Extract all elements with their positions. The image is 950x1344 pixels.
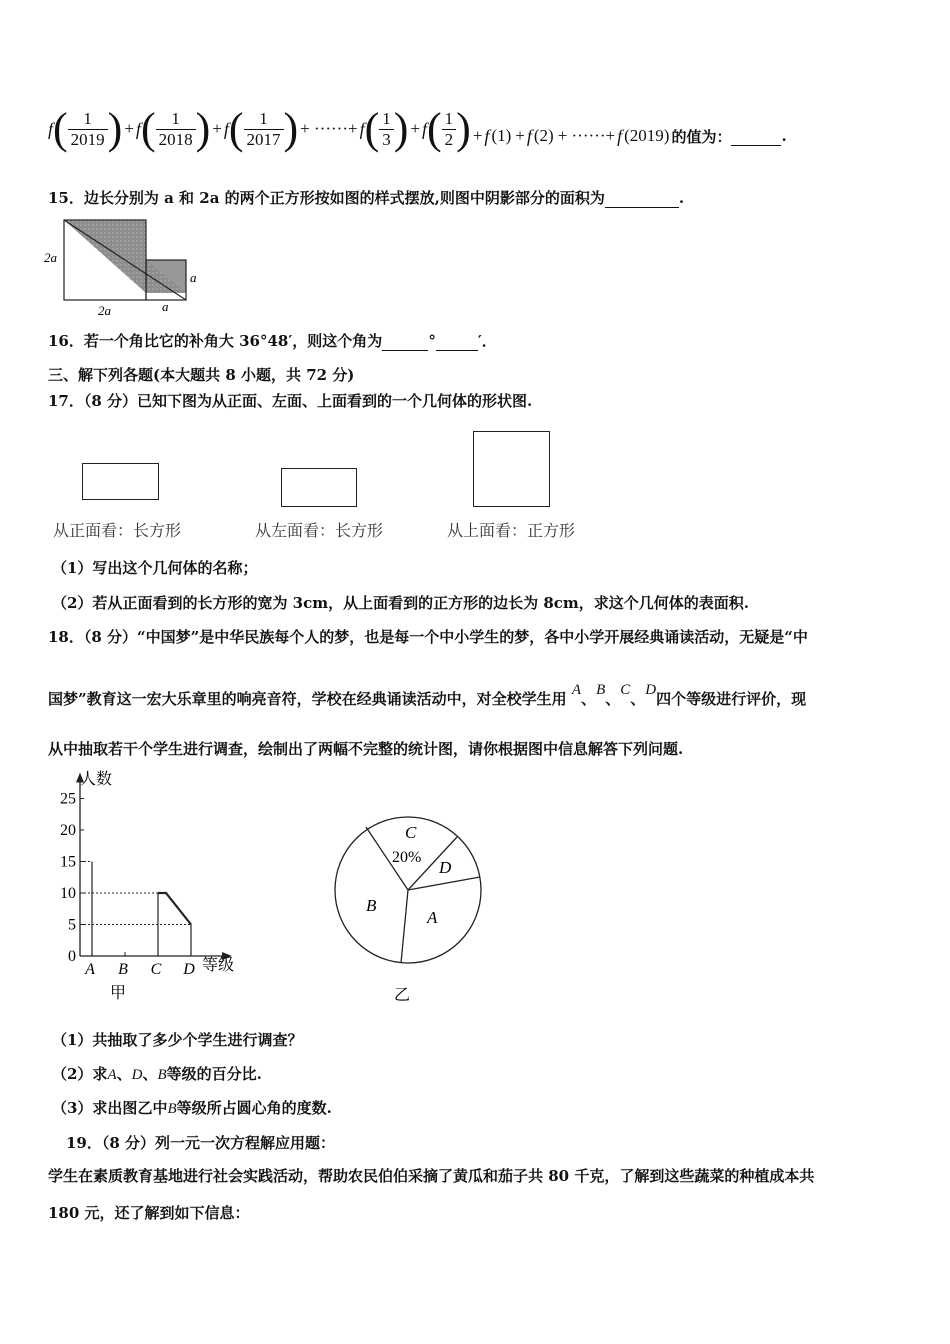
y-tick-label: 20 bbox=[60, 822, 76, 839]
grade-D: D bbox=[645, 682, 657, 698]
fraction: $\frac{1}{2019}$ bbox=[68, 109, 108, 150]
shaded-triangle-big bbox=[64, 220, 146, 293]
y-tick-label: 10 bbox=[60, 885, 76, 902]
q19-line2: 180 元，还了解到如下信息： bbox=[48, 1204, 250, 1222]
fraction: $\frac{1}{2017}$ bbox=[244, 109, 284, 150]
label-right: a bbox=[190, 270, 197, 285]
section-heading: 三、解下列各题(本大题共 8 小题，共 72 分) bbox=[48, 366, 355, 384]
q18-sub1: （1）共抽取了多少个学生进行调查？ bbox=[52, 1031, 303, 1049]
pie-label-b: B bbox=[366, 896, 377, 915]
chart-caption-jia: 甲 bbox=[110, 985, 127, 1002]
q15-squares-figure bbox=[40, 212, 210, 332]
chart-caption-yi: 乙 bbox=[394, 987, 411, 1004]
pie-label-a: A bbox=[427, 908, 438, 927]
line-chart-jia bbox=[40, 766, 260, 1006]
left-view-rect bbox=[281, 468, 357, 507]
q17-sub2: （2）若从正面看到的长方形的宽为 3cm，从上面看到的正方形的边长为 8cm，求这个几何体的表面积. bbox=[52, 594, 749, 612]
fraction: $\frac{1}{2018}$ bbox=[156, 109, 196, 150]
x-tick-label-a: A bbox=[85, 961, 95, 978]
q18-sub2: （2）求A、D、B等级的百分比. bbox=[52, 1065, 262, 1083]
label-bottom-right: a bbox=[162, 299, 169, 314]
label-bottom-left: 2a bbox=[98, 303, 111, 318]
x-tick-label-d: D bbox=[183, 961, 195, 978]
grade-A: A bbox=[571, 682, 582, 698]
answer-blank[interactable] bbox=[731, 126, 781, 146]
q16-text: 16．若一个角比它的补角大 36°48′，则这个角为 ° ′． bbox=[48, 332, 497, 350]
f-symbol: f bbox=[359, 118, 365, 139]
front-view-rect bbox=[82, 463, 159, 500]
q18-line1: 18．（8 分）“中国梦”是中华民族每个人的梦，也是每一个中小学生的梦，各中小学开展经典诵读活动，无疑是“中 bbox=[48, 628, 808, 646]
top-view-caption: 从上面看：正方形 bbox=[447, 521, 576, 540]
pie-label-d: D bbox=[439, 858, 452, 877]
f-symbol: f bbox=[223, 118, 229, 139]
y-tick-label: 0 bbox=[68, 948, 76, 965]
x-axis-label: 等级 bbox=[202, 957, 235, 974]
f-symbol: f bbox=[135, 118, 141, 139]
y-tick-label: 5 bbox=[68, 916, 76, 934]
front-view-caption: 从正面看：长方形 bbox=[53, 521, 182, 540]
y-axis-label: 人数 bbox=[80, 771, 113, 788]
pie-label-c-percent: 20% bbox=[392, 849, 422, 866]
grade-B: B bbox=[596, 682, 606, 698]
q18-line3: 从中抽取若干个学生进行调查，绘制出了两幅不完整的统计图，请你根据图中信息解答下列问题. bbox=[48, 740, 684, 758]
pie-divider-ab bbox=[401, 890, 408, 963]
y-tick-label: 25 bbox=[60, 790, 76, 808]
x-tick-label-b: B bbox=[118, 961, 128, 978]
q19-line1: 学生在素质教育基地进行社会实践活动，帮助农民伯伯采摘了黄瓜和茄子共 80 千克，了解到这些蔬菜的种植成本共 bbox=[48, 1167, 815, 1185]
answer-blank-degrees[interactable] bbox=[382, 332, 428, 351]
label-left: 2a bbox=[44, 250, 57, 265]
pie-chart-yi bbox=[330, 812, 490, 1012]
x-tick-label-c: C bbox=[150, 961, 162, 978]
y-tick-label: 15 bbox=[60, 853, 76, 871]
q17-title: 17．（8 分）已知下图为从正面、左面、上面看到的一个几何体的形状图. bbox=[48, 392, 533, 410]
fraction: $\frac{1}{3}$ bbox=[379, 109, 394, 150]
answer-blank[interactable] bbox=[605, 189, 679, 208]
top-view-square bbox=[473, 431, 550, 507]
q18-sub3: （3）求出图乙中B等级所占圆心角的度数. bbox=[52, 1099, 332, 1117]
pie-label-c: C bbox=[405, 823, 417, 842]
q19-title: 19．（8 分）列一元一次方程解应用题： bbox=[66, 1134, 336, 1152]
fraction: $\frac{1}{2}$ bbox=[442, 109, 457, 150]
q14-expression: f ( $\frac{1}{2019}$ ) + f ( $\frac{1}{2018}$ ) + f ( $\frac{1}{2017}$ ) + ······+ f ( $\frac{1}{3}$ ) + f ( $\frac{1}{2}$ ) + f (1) + f (2) + ······+ f (2019) 的值为： . bbox=[48, 104, 787, 153]
q17-sub1: （1）写出这个几何体的名称； bbox=[52, 559, 258, 577]
series-line-c-d bbox=[158, 893, 191, 925]
answer-blank-minutes[interactable] bbox=[436, 332, 478, 351]
f-symbol: f bbox=[48, 118, 54, 139]
grade-C: C bbox=[620, 682, 631, 698]
f-symbol: f bbox=[422, 118, 428, 139]
q15-text: 15．边长分别为 a 和 2a 的两个正方形按如图的样式摆放,则图中阴影部分的面积为 . bbox=[48, 189, 685, 207]
q18-line2: 国梦”教育这一宏大乐章里的响亮音符，学校在经典诵读活动中，对全校学生用 A、B、C、D四个等级进行评价，现 bbox=[48, 682, 807, 708]
left-view-caption: 从左面看：长方形 bbox=[255, 521, 384, 540]
